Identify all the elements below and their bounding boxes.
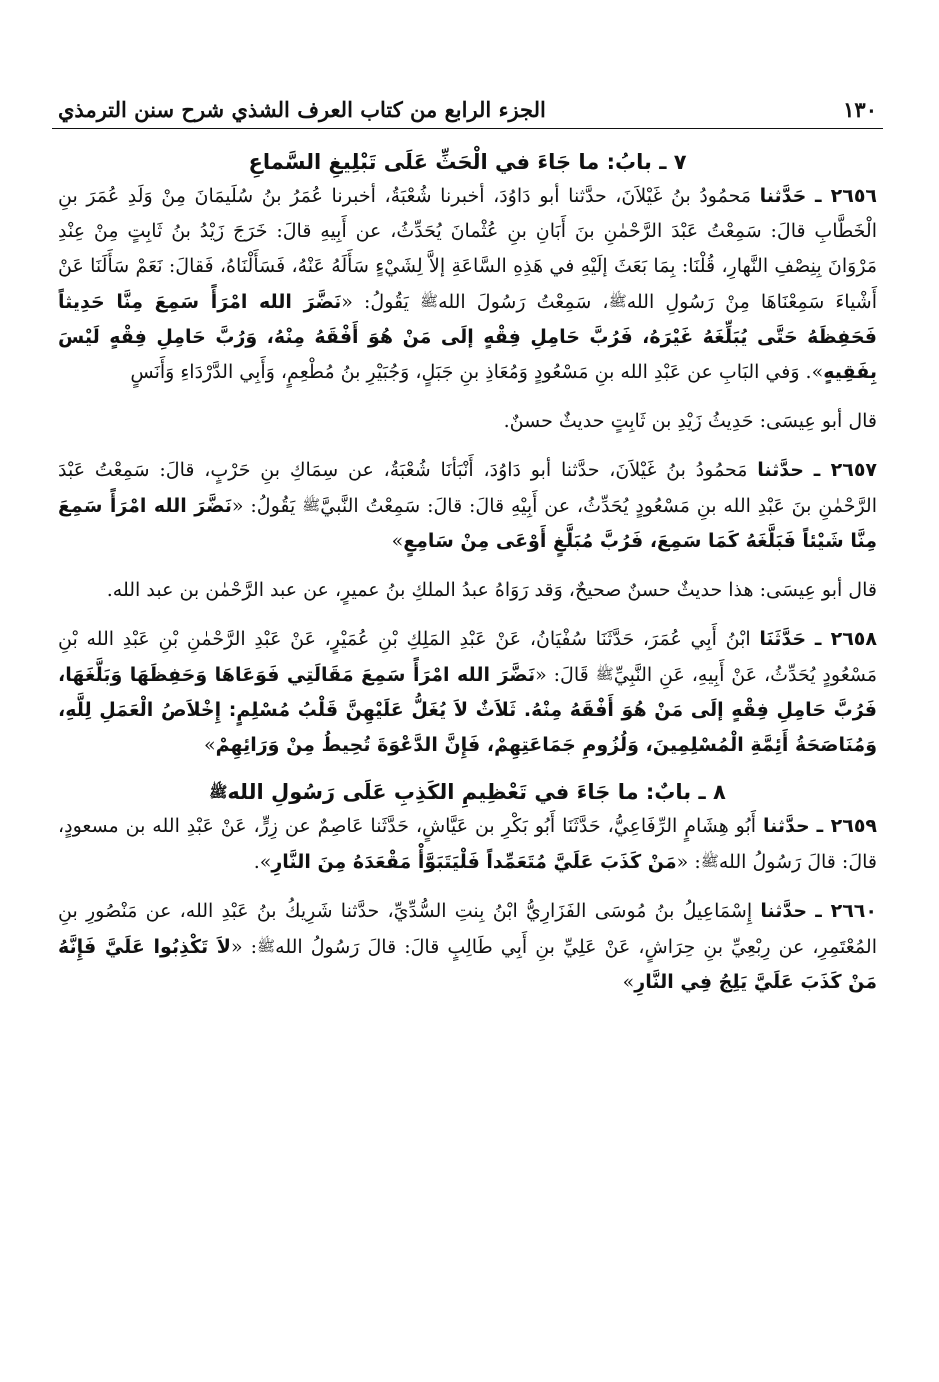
- grading-2656: قال أبو عِيسَى: حَدِيثُ زَيْدِ بن ثَابِتٍ حديثٌ حسنٌ.: [503, 410, 877, 432]
- isnad-text: يَقُولُ: «: [341, 291, 421, 313]
- hadith-2657: [58, 453, 877, 559]
- hadith-text: نَضَّرَ الله امْرَأً سَمِعَ مِنَّا حَدِيثاً فَحَفِظَهُ حَتَّى يُبَلِّغَهُ غَيْرَهُ، فَرُبَّ حَامِلِ فِقْهٍ إلَى مَنْ هُوَ أَفْقَهُ مِنْهُ، وَرُبَّ حَامِلِ فِقْهٍ لَيْسَ بِفَقِيهٍ: [58, 291, 877, 383]
- salawat-symbol: ﷺ: [608, 292, 627, 310]
- running-header: [58, 70, 877, 122]
- isnad-text: ».: [253, 851, 272, 873]
- hadith-text: مَنْ كَذَبَ عَلَيَّ مُتَعَمِّداً فَلْيَتَبَوَّأْ مَقْعَدَهُ مِنَ النَّارِ: [271, 851, 677, 873]
- isnad-text: »: [204, 734, 216, 756]
- narration-keyword: حَدَّثَنَا: [759, 628, 807, 650]
- running-title: الجزء الرابع من كتاب العرف الشذي شرح سنن الترمذي: [58, 97, 546, 122]
- isnad-text: قَالَ: «: [535, 664, 596, 686]
- isnad-text: »: [391, 530, 404, 552]
- narration-keyword: حَدَّثنا: [759, 185, 807, 207]
- isnad-text: مَحمُودُ بنُ غَيْلاَنَ، حدَّثنا أبو دَاوُدَ، أَنْبَأنَا شُعْبَةُ، عن سِمَاكِ بنِ حَرْبٍ، قالَ: سَمِعْتُ عَبْدَ الرَّحْمٰنِ بنَ عَبْدِ الله بنِ مَسْعُودٍ يُحَدِّثُ، عن أَبِيْهِ قالَ: قالَ: سَمِعْتُ النَّبيَّ: [58, 459, 877, 517]
- chapter-heading-8: [58, 777, 877, 807]
- hadith-number: ٢٦٥٩ ـ: [816, 815, 878, 837]
- hadith-text: نَضَّرَ الله امْرَأً سَمِعَ مِنَّا شَيْئاً فَبَلَّغَهُ كَمَا سَمِعَ، فَرُبَّ مُبَلَّغٍ أَوْعَى مِنْ سَامِعٍ: [58, 495, 877, 552]
- isnad-text: : «: [676, 851, 701, 873]
- hadith-2660: [58, 894, 877, 1000]
- isnad-text: إِسْمَاعِيلُ بنُ مُوسَى الفَزَارِيُّ ابْنُ بِنتِ السُّدِّيِّ، حدَّثنا شَرِيكُ بنُ عَبْدِ الله، عن مَنْصُورِ بنِ المُعْتَمِرِ، عن رِبْعِيِّ بنِ حِرَاشٍ، عَنْ عَلِيِّ بنِ أَبِي طَالِبٍ قالَ: قالَ رَسُولُ الله: [58, 900, 877, 958]
- hadith-text: نَضَّرَ الله امْرَأً سَمِعَ مَقَالَتِي فَوَعَاهَا وَحَفِظَهَا وَبَلَّغَهَا، فَرُبَّ حَامِلِ فِقْهٍ إلَى مَنْ هُوَ أَفْقَهُ مِنْهُ. ثَلاَثٌ لاَ يُغَلُّ عَلَيْهِنَّ قَلْبُ مُسْلِمٍ: إِخْلاَصُ الْعَمَلِ لِلَّهِ، وَمُنَاصَحَةُ أَئِمَّةِ الْمُسْلِمِينَ، وَلُزُومِ جَمَاعَتِهِمْ، فَإِنَّ الدَّعْوَةَ تُحِيطُ مِنْ وَرَائِهِمْ: [58, 664, 877, 756]
- isnad-text: ، سَمِعْتُ رَسُولَ الله: [438, 291, 609, 313]
- chapter-heading-text: ٨ ـ بابٌ: ما جَاءَ في تَعْظِيمِ الكَذِبِ عَلَى رَسُولِ الله: [227, 780, 726, 804]
- salawat-symbol: ﷺ: [257, 937, 276, 955]
- hadith-number: ٢٦٥٦ ـ: [814, 185, 878, 207]
- hadith-2659: [58, 809, 877, 880]
- isnad-text: يَقُولُ: «: [231, 495, 303, 517]
- salawat-symbol: ﷺ: [420, 292, 439, 310]
- commentary-text: ». وَفي البَابِ عن عَبْدِ الله بنِ مَسْعُودٍ وَمُعَاذِ بنِ جَبَلٍ، وَجُبَيْرِ بنُ مُطْعِمٍ، وَأَبِي الدَّرْدَاءِ وَأَنَسٍ: [130, 361, 824, 383]
- isnad-text: مَحمُودُ بنُ غَيْلاَنَ، حدَّثنا أبو دَاوُدَ، أخبرنا شُعْبَةُ، أخبرنا عُمَرُ بنُ سُلَيمَانَ مِنْ وَلَدِ عُمَرَ بنِ الْخَطَّابِ قالَ: سَمِعْتُ عَبْدَ الرَّحْمٰنِ بنَ أَبَانِ بنِ عُثْمانَ يُحَدِّثُ، عن أَبِيهِ قالَ: خَرَجَ زَيْدُ بنُ ثَابِتٍ مِنْ عِنْدِ مَرْوَانَ بِنِصْفِ النَّهارِ، قُلْنَا: بِمَا بَعَثَ إلَيْهِ في هَذِهِ السَّاعَةِ إلاَّ لِشَيْءٍ سَأَلَهُ عَنْهُ، فَسَأَلْنَاهُ، فَقالَ: نَعَمْ سَأَلَنَا عَنْ أَشْياءَ سَمِعْنَاهَا مِنْ رَسُولِ الله: [58, 185, 878, 313]
- hadith-2656: [58, 179, 877, 390]
- isnad-text: : «: [230, 936, 258, 958]
- grading-2657: قال أبو عِيسَى: هذا حديثٌ حسنٌ صحيحٌ، وَقد رَوَاهُ عبدُ الملكِ بنُ عميرٍ، عن عبد الرَّحْمٰن بن عبد الله.: [106, 579, 877, 601]
- header-divider: [52, 128, 883, 129]
- hadith-text: لاَ تَكْذِبُوا عَلَيَّ فَإِنَّهُ مَنْ كَذَبَ عَلَيَّ يَلِجُ فِي النَّارِ: [58, 936, 877, 993]
- hadith-number: ٢٦٥٧ ـ: [813, 459, 878, 481]
- narration-keyword: حدَّثنا: [757, 459, 804, 481]
- salawat-symbol: ﷺ: [302, 496, 321, 514]
- hadith-2658: [58, 622, 877, 763]
- isnad-text: أَبُو هِشَامٍ الرِّفَاعِيُّ، حَدَّثَنَا أَبُو بَكْرِ بن عَيَّاشٍ، حَدَّثَنا عَاصِمٌ عن زِرٍّ، عَنْ عَبْدِ الله بن مسعودٍ، قالَ: قالَ رَسُولُ الله: [58, 815, 877, 873]
- isnad-text: ابْنُ أَبِي عُمَرَ، حَدَّثَنَا سُفْيَانُ، عَنْ عَبْدِ المَلِكِ بْنِ عُمَيْرٍ، عَنْ عَبْدِ الرَّحْمٰنِ بْنِ عَبْدِ الله بْنِ مَسْعُودٍ يُحَدِّثُ، عَنْ أَبِيهِ، عَنِ النَّبِيِّ: [58, 628, 877, 686]
- isnad-text: »: [622, 971, 635, 993]
- chapter-heading-7: ٧ ـ بابُ: ما جَاءَ في الْحَثِّ عَلَى تَبْلِيغِ السَّماعِ: [248, 150, 687, 174]
- salawat-symbol: ﷺ: [209, 783, 228, 801]
- narration-keyword: حدَّثنا: [762, 815, 810, 837]
- hadith-number: ٢٦٦٠ ـ: [815, 900, 877, 922]
- salawat-symbol: ﷺ: [700, 852, 719, 870]
- page-number: ١٣٠: [843, 97, 877, 122]
- hadith-number: ٢٦٥٨ ـ: [814, 628, 877, 650]
- narration-keyword: حدَّثنا: [760, 900, 808, 922]
- salawat-symbol: ﷺ: [595, 665, 614, 683]
